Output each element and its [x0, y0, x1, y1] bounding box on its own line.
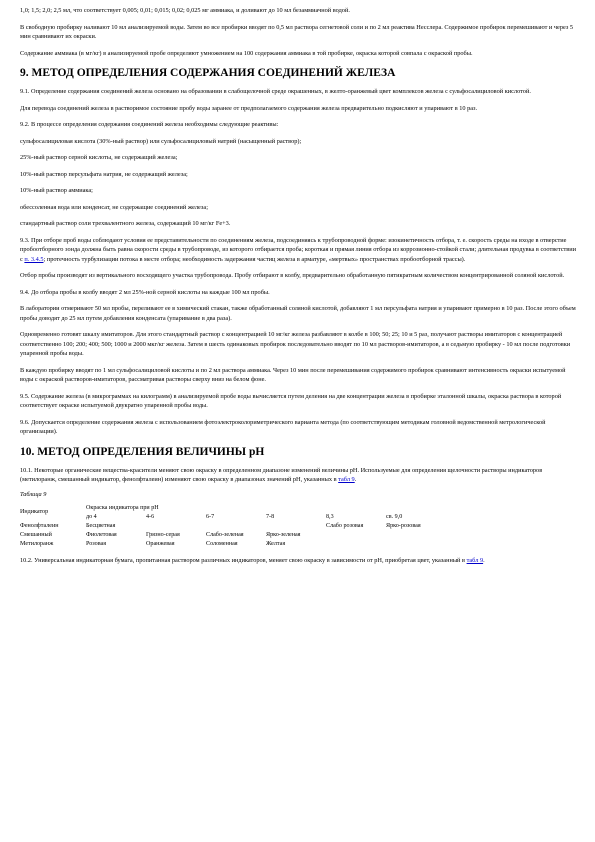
table-cell: [326, 531, 386, 540]
paragraph-text: 9.3. При отборе проб воды соблюдают условия ее представительности по соединениям железа, подсоединяясь к трубопроводной форме: изокинетичность отбора, т. е. скорость среды на входе в отверстие пробоотборного зонда должна быть равна скорости среды в трубопроводе, из которого отбирается проба; короткая и прямая линия отбора из коррозионно-стойкой стали; длительная продувка в соответствии с: [20, 236, 577, 263]
reagent-item: сульфосалициловая кислота (30%-ный раствор) или сульфосалициловый натрий (насыщенный раствор);: [20, 137, 302, 145]
paragraph: Одновременно готовят шкалу имитаторов. Для этого стандартный раствор с концентрацией 10 мг/кг железа разбавляют в колбе в 100; 50; 25; 10 и 5 раз, получают растворы имитаторов с концентрацией соответственно 100; 200; 400; 500; 1000 и 2000 мкг/кг железа. Затем в шесть одинаковых пробирок последовательно вводят по 10 мл растворов-имитаторов, а в седьмую пробирку - 10 мл после подготовки упаренной пробы воды.: [20, 331, 571, 357]
table-cell: [326, 540, 386, 549]
section-heading-ph: 10. МЕТОД ОПРЕДЕЛЕНИЯ ВЕЛИЧИНЫ pH: [20, 445, 265, 458]
table-cell: Ярко-розовая: [386, 522, 421, 529]
table-cell: Смешанный: [20, 531, 52, 538]
table-cell: [266, 522, 326, 531]
reagent-item: 25%-ный раствор серной кислоты, не содержащий железа;: [20, 154, 178, 161]
reagent-item: стандартный раствор соли трехвалентного железа, содержащий 10 мг/кг Fe+3.: [20, 220, 231, 227]
table-header-cell: до 4: [86, 513, 97, 520]
paragraph: В лаборатории отмеривают 50 мл пробы, переливают ее в химический стакан, также обработанный соляной кислотой, добавляют 1 мл персульфата натрия и упаривают примерно в 10 раз. После этого объем пробы доводят до 25 мл путем добавления конденсата (упаривание в два раза).: [20, 305, 576, 322]
paragraph-text: .: [354, 476, 357, 483]
table-cell: Фенолфталеин: [20, 522, 59, 529]
table-header-cell: 8,3: [326, 513, 334, 520]
paragraph: 9.4. До отбора пробы в колбу вводят 2 мл 25%-ной серной кислоты на каждые 100 мл пробы.: [20, 288, 270, 296]
table-cell: Оранжевая: [146, 540, 175, 547]
paragraph: [20, 466, 580, 485]
paragraph: 9.5. Содержание железа (в микрограммах на килограмм) в анализируемой пробе воды вычисляется путем деления на две концентрации железа в пробирке эталонной шкалы, окраска раствора в которой соответствует окраске испытуемой двукратно упаренной пробы воды.: [20, 392, 562, 409]
table-cell: Розовая: [86, 540, 107, 547]
table-cell: Метилоранж: [20, 540, 54, 547]
paragraph: В каждую пробирку вводят по 1 мл сульфосалициловой кислоты и по 2 мл раствора аммиака. Через 10 мин после перемешивания содержимого пробирок сравнивают интенсивность окраски испытуемой воды с окраской растворов-имитаторов, рассматривая растворы сверху вниз на белом фоне.: [20, 366, 566, 383]
table-caption: Таблица 9: [20, 490, 47, 498]
reagent-item: обессоленная вода или конденсат, не содержащие соединений железа;: [20, 203, 208, 211]
table-cell: [146, 522, 206, 531]
reagent-item: 10%-ный раствор аммиака;: [20, 187, 93, 194]
table-cell: Фиолетовая: [86, 531, 117, 538]
table-header-cell: 4-6: [146, 513, 155, 520]
table-cell: Ярко-зеленая: [266, 531, 301, 538]
paragraph: Для перевода соединений железа в растворимое состояние пробу воды заранее от предполагаемого содержания железа предварительно подкисляют и упаривают в 10 раз.: [20, 104, 478, 112]
paragraph: Содержание аммиака (в мг/кг) в анализируемой пробе определяют умножением на 100 содержания аммиака в той пробирке, окраска которой совпала с окраской пробы.: [20, 49, 473, 57]
table-header-cell: 6-7: [206, 513, 215, 520]
table-cell: Бесцветная: [86, 522, 116, 529]
paragraph-text: ; протечность турбулизации потока в месте отбора; необходимость задержания частиц железа в арматуре, «мертвых» пространствах пробоотборной трассы).: [43, 255, 466, 263]
table-header-cell: Окраска индикатора при pH: [86, 504, 159, 511]
paragraph: Отбор пробы производят из вертикального восходящего участка трубопровода. Пробу отбирают в колбу, предварительно обработанную пятикратным количеством концентрированной соляной кислотой.: [20, 272, 565, 279]
table-link[interactable]: табл 9: [466, 556, 484, 564]
paragraph: [20, 236, 580, 265]
paragraph: 9.1. Определение содержания соединений железа основано на образовании в слабощелочной среде окрашенных, в желто-оранжевый цвет комплексов железа с сульфосалициловой кислотой.: [20, 88, 531, 95]
paragraph: 9.6. Допускается определение содержания железа с использованием фотоэлектроколориметрического варианта метода (по соответствующим методикам головной ведомственной метрологической организации).: [20, 418, 546, 435]
table-cell: Грязно-серая: [146, 531, 180, 538]
paragraph: 9.2. В процессе определения содержания соединений железа необходимы следующие реактивы:: [20, 121, 279, 128]
table-row: [20, 531, 446, 540]
paragraph-text: .: [483, 556, 485, 564]
reagent-item: 10%-ный раствор персульфата натрия, не содержащий железа;: [20, 170, 188, 178]
section-heading-iron: 9. МЕТОД ОПРЕДЕЛЕНИЯ СОДЕРЖАНИЯ СОЕДИНЕНИЙ ЖЕЛЕЗА: [20, 67, 396, 79]
paragraph-text: 10.1. Некоторые органические вещества-красители меняют свою окраску в определенном диапазоне изменений величины pH. Используемые для определения щелочности растворы индикаторов (метилоранж, смешанный индикатор, фенолфталеин) изменяют свою окраску в диапазонах значений pH, указанных в: [20, 466, 543, 483]
paragraph: [20, 556, 580, 566]
table-link[interactable]: табл 9: [338, 476, 355, 483]
table-header-cell: Индикатор: [20, 509, 49, 515]
table-header-cell: св. 9,0: [386, 513, 403, 520]
table-cell: Слабо розовая: [326, 522, 364, 529]
table-row: [20, 522, 446, 531]
paragraph: В свободную пробирку наливают 10 мл анализируемой воды. Затем во все пробирки вводят по 0,5 мл раствора сегнетовой соли и по 2 мл реактива Несслера. Содержимое пробирок перемешивают и через 5 мин сравнивают их окраски.: [20, 23, 574, 40]
table-cell: [206, 522, 266, 531]
table-cell: Слабо-зеленая: [206, 531, 244, 538]
paragraph-text: 10.2. Универсальная индикаторная бумага, пропитанная раствором различных индикаторов, меняет свою окраску в зависимости от pH, приобретая цвет, указанный в: [20, 556, 467, 564]
table-header-row: [20, 504, 446, 513]
table-cell: Соломенная: [206, 540, 238, 547]
table-cell: [386, 540, 446, 549]
table-cell: [386, 531, 446, 540]
indicator-table: [20, 504, 446, 549]
clause-link[interactable]: п. 3.4.5: [24, 255, 44, 263]
paragraph: 1,0; 1,5; 2,0; 2,5 мл, что соответствует 0,005; 0,01; 0,015; 0,02; 0,025 мг аммиака, и доливают до 10 мл безаммиачной водой.: [20, 7, 350, 14]
table-header-cell: 7-8: [266, 513, 275, 520]
table-cell: Желтая: [266, 540, 286, 547]
table-row: [20, 540, 446, 549]
document-page: [20, 6, 580, 565]
